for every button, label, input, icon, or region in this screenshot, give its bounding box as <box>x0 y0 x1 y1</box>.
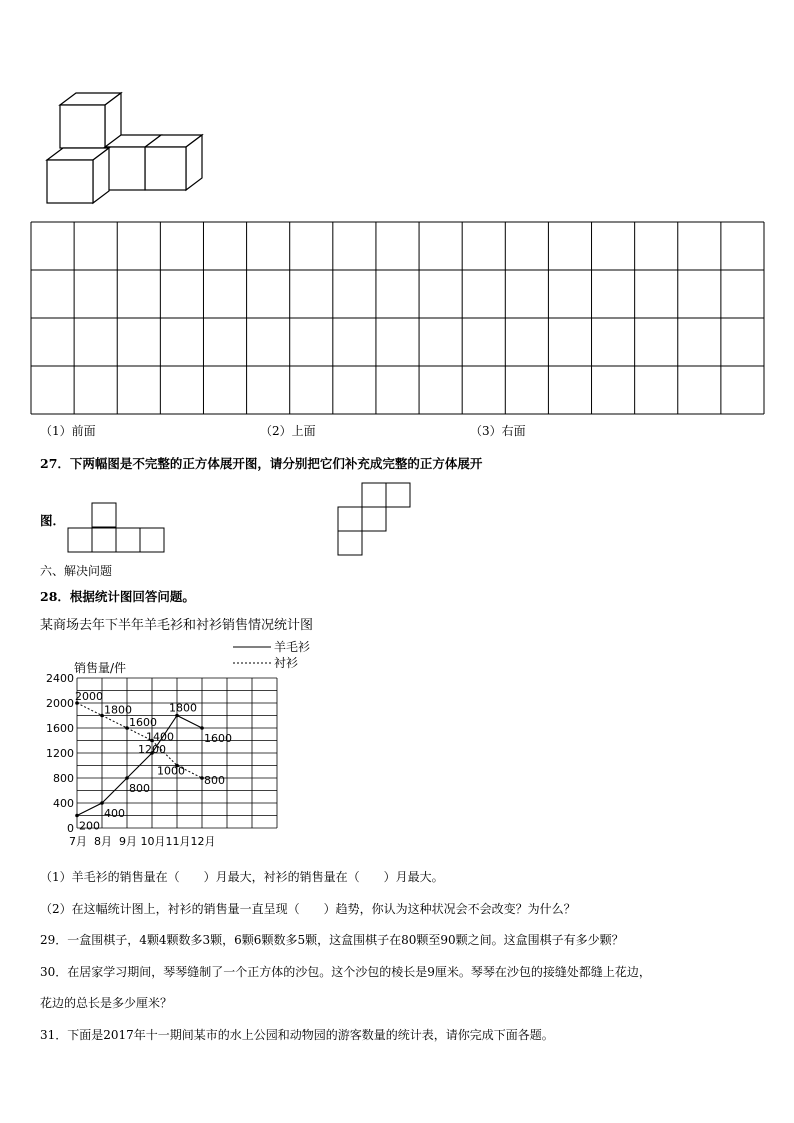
q28-prompt: 28．根据统计图回答问题。 <box>40 589 195 604</box>
y-tick-label: 1600 <box>46 722 74 735</box>
label-top-view: （2）上面 <box>260 424 316 438</box>
drawing-grid[interactable] <box>30 221 765 415</box>
data-label: 200 <box>79 819 100 833</box>
data-point <box>200 726 204 730</box>
q30-line1: 30．在居家学习期间，琴琴缝制了一个正方体的沙包。这个沙包的棱长是9厘米。琴琴在沙包的接缝处都缝上花边， <box>40 965 651 979</box>
data-label: 400 <box>104 807 125 820</box>
data-label: 800 <box>129 782 150 795</box>
cube-figure <box>40 88 210 208</box>
y-tick-label: 2400 <box>46 672 74 685</box>
q31-text: 31．下面是2017年十一期间某市的水上公园和动物园的游客数量的统计表，请你完成下面各题。 <box>40 1028 554 1042</box>
data-label: 1600 <box>204 732 232 745</box>
y-tick-label: 2000 <box>46 697 74 710</box>
label-right-view: （3）右面 <box>470 424 526 438</box>
data-label: 1800 <box>104 703 132 717</box>
x-tick-label: 12月 <box>190 835 216 848</box>
line-chart <box>30 636 340 856</box>
data-point <box>100 801 104 805</box>
legend-label: 衬衫 <box>274 656 299 670</box>
data-label: 1600 <box>129 716 157 729</box>
x-tick-label: 8月 <box>94 835 112 848</box>
chart-title: 某商场去年下半年羊毛衫和衬衫销售情况统计图 <box>40 618 314 633</box>
chart-grid <box>77 678 277 828</box>
data-label: 1000 <box>157 764 185 778</box>
y-axis-label: 销售量/件 <box>74 661 127 675</box>
q27-line2: 图． <box>40 513 66 528</box>
x-tick-label: 10月 <box>140 835 166 848</box>
y-tick-label: 800 <box>53 772 74 785</box>
y-tick-label: 0 <box>67 822 74 835</box>
data-label: 1800 <box>169 701 197 715</box>
x-tick-label: 11月 <box>165 835 191 848</box>
q30-line2: 花边的总长是多少厘米？ <box>40 996 173 1010</box>
cube-net-2[interactable] <box>336 481 412 557</box>
data-label: 1200 <box>138 743 166 756</box>
y-tick-label: 1200 <box>46 747 74 760</box>
section-title: 六、解决问题 <box>40 564 113 578</box>
legend-label: 羊毛衫 <box>274 640 311 654</box>
q29-text: 29．一盒围棋子，4颗4颗数多3颗，6颗6颗数多5颗，这盒围棋子在80颗至90颗之间。这盒围棋子有多少颗？ <box>40 933 624 947</box>
cube-net-1[interactable] <box>66 502 168 554</box>
x-tick-label: 9月 <box>119 835 137 848</box>
x-tick-label: 7月 <box>69 835 87 848</box>
q28-sub2: （2）在这幅统计图上，衬衫的销售量一直呈现（ ）趋势，你认为这种状况会不会改变？为什么？ <box>40 902 576 916</box>
data-point <box>75 814 79 818</box>
q27-line1: 27．下两幅图是不完整的正方体展开图，请分别把它们补充成完整的正方体展开 <box>40 456 483 471</box>
label-front-view: （1）前面 <box>40 424 96 438</box>
y-tick-label: 400 <box>53 797 74 810</box>
data-label: 800 <box>204 774 225 787</box>
q28-sub1: （1）羊毛衫的销售量在（ ）月最大，衬衫的销售量在（ ）月最大。 <box>40 870 444 884</box>
data-label: 2000 <box>75 690 103 703</box>
data-label: 1400 <box>146 730 174 744</box>
data-point <box>125 776 129 780</box>
